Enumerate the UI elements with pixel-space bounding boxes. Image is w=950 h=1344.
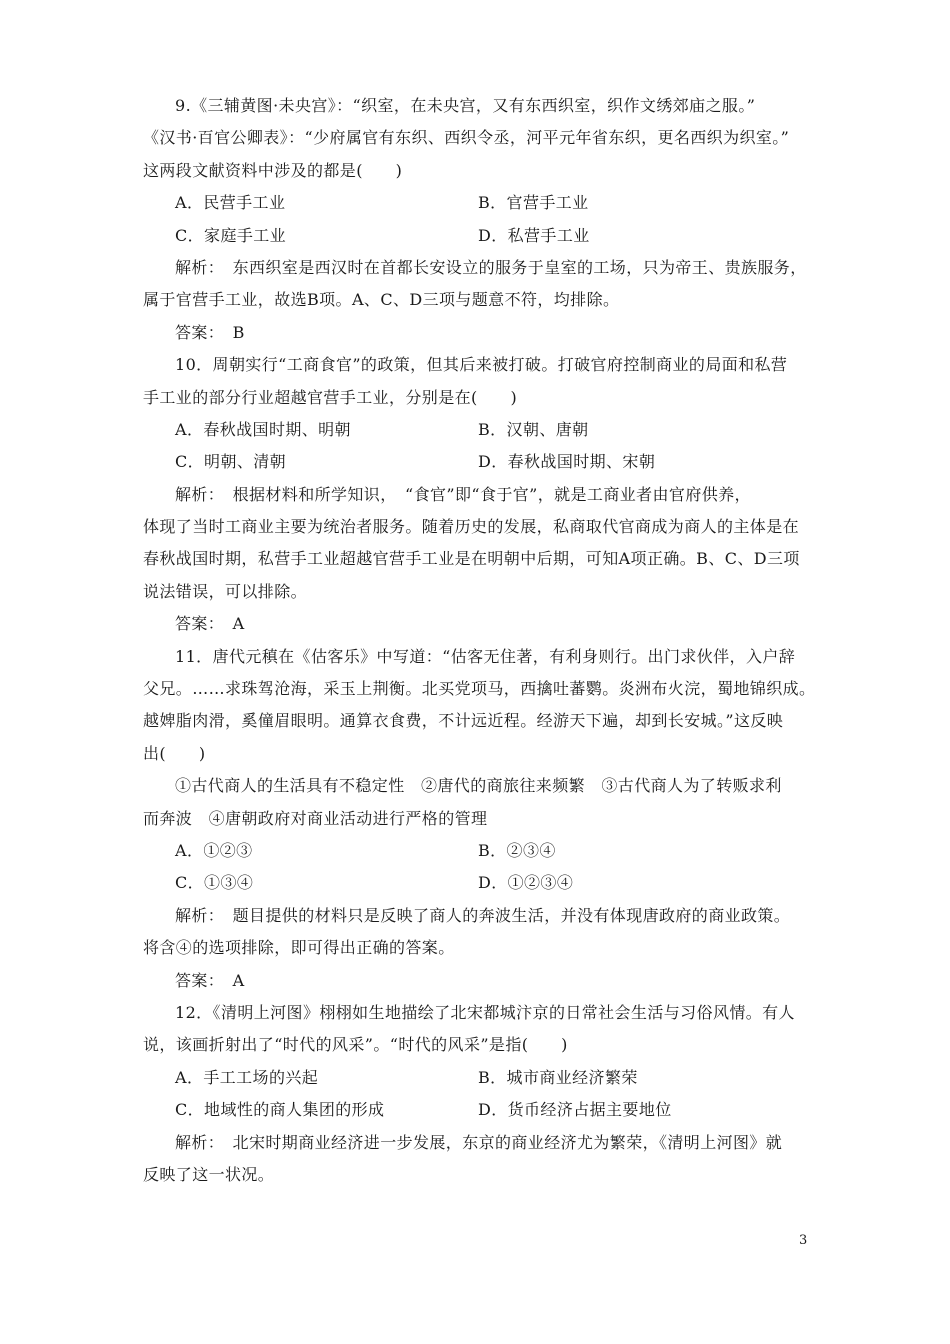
option-row [143,1094,823,1126]
question-stem-line: 出( ) [143,743,206,763]
option-c: C．明朝、清朝 [175,452,287,472]
answer-line: 答案： A [175,970,245,990]
analysis-line: 春秋战国时期，私营手工业超越官营手工业是在明朝中后期，可知A项正确。B、C、D三项 [143,549,800,569]
question-stem-line: 10．周朝实行“工商食官”的政策，但其后来被打破。打破官府控制商业的局面和私营 [175,355,788,375]
option-d: D．春秋战国时期、宋朝 [478,452,656,472]
question-stem-line: 《汉书·百官公卿表》：“少府属官有东织、西织令丞，河平元年省东织，更名西织为织室。” [143,128,790,148]
option-d: D．①②③④ [478,873,574,893]
analysis-line: 属于官营手工业，故选B项。A、C、D三项与题意不符，均排除。 [143,290,620,310]
option-row [143,1062,823,1094]
option-row [143,835,823,867]
analysis-line: 解析： 题目提供的材料只是反映了商人的奔波生活，并没有体现唐政府的商业政策。 [175,905,791,925]
analysis-line: 说法错误，可以排除。 [143,581,308,601]
page-number: 3 [799,1233,808,1248]
option-b: B．官营手工业 [478,193,589,213]
analysis-line: 反映了这一状况。 [143,1164,275,1184]
question-stem-line: 12．《清明上河图》栩栩如生地描绘了北宋都城汴京的日常社会生活与习俗风情。有人 [175,1002,795,1022]
question-stem-line: 越婢脂肉滑，奚僮眉眼明。通算衣食费，不计远近程。经游天下遍，却到长安城。”这反映 [143,711,784,731]
answer-line: 答案： B [175,322,245,342]
option-c: C．家庭手工业 [175,225,287,245]
option-d: D．货币经济占据主要地位 [478,1100,672,1120]
answer-line: 答案： A [175,614,245,634]
option-a: A．①②③ [175,840,253,860]
option-row [143,867,823,899]
option-row [143,220,823,252]
analysis-line: 体现了当时工商业主要为统治者服务。随着历史的发展，私商取代官商成为商人的主体是在 [143,517,800,537]
question-12 [143,997,823,1191]
analysis-line: 解析： 根据材料和所学知识， “食官”即“食于官”，就是工商业者由官府供养， [175,484,751,504]
option-c: C．地域性的商人集团的形成 [175,1100,385,1120]
question-stem-line: 说，该画折射出了“时代的风采”。“时代的风采”是指( ) [143,1035,568,1055]
analysis-line: 解析： 北宋时期商业经济进一步发展，东京的商业经济尤为繁荣，《清明上河图》就 [175,1132,783,1152]
statement-line: ①古代商人的生活具有不稳定性 ②唐代的商旅往来频繁 ③古代商人为了转贩求利 [175,776,782,796]
question-stem-line: 父兄。……求珠驾沧海，采玉上荆衡。北买党项马，西擒吐蕃鹦。炎洲布火浣，蜀地锦织成。 [143,679,816,699]
option-row [143,446,823,478]
option-a: A．民营手工业 [175,193,286,213]
option-row [143,187,823,219]
option-d: D．私营手工业 [478,225,590,245]
page-content [143,90,823,1191]
option-b: B．汉朝、唐朝 [478,419,589,439]
option-c: C．①③④ [175,873,254,893]
question-stem-line: 这两段文献资料中涉及的都是( ) [143,160,403,180]
question-9 [143,90,823,349]
question-stem-line: 9.《三辅黄图·未央宫》：“织室，在未央宫，又有东西织室，织作文绣郊庙之服。” [175,96,756,115]
question-stem-line: 11．唐代元稹在《估客乐》中写道：“估客无住著，有利身则行。出门求伙伴，入户辞 [175,646,796,666]
option-b: B．城市商业经济繁荣 [478,1067,638,1087]
analysis-line: 解析： 东西织室是西汉时在首都长安设立的服务于皇室的工场，只为帝王、贵族服务， [175,257,807,277]
option-a: A．手工工场的兴起 [175,1067,319,1087]
analysis-line: 将含④的选项排除，即可得出正确的答案。 [143,938,455,958]
option-b: B．②③④ [478,840,556,860]
option-a: A．春秋战国时期、明朝 [175,419,351,439]
option-row [143,414,823,446]
question-11 [143,641,823,997]
question-10 [143,349,823,641]
question-stem-line: 手工业的部分行业超越官营手工业，分别是在( ) [143,387,518,407]
statement-line: 而奔波 ④唐朝政府对商业活动进行严格的管理 [143,808,488,828]
